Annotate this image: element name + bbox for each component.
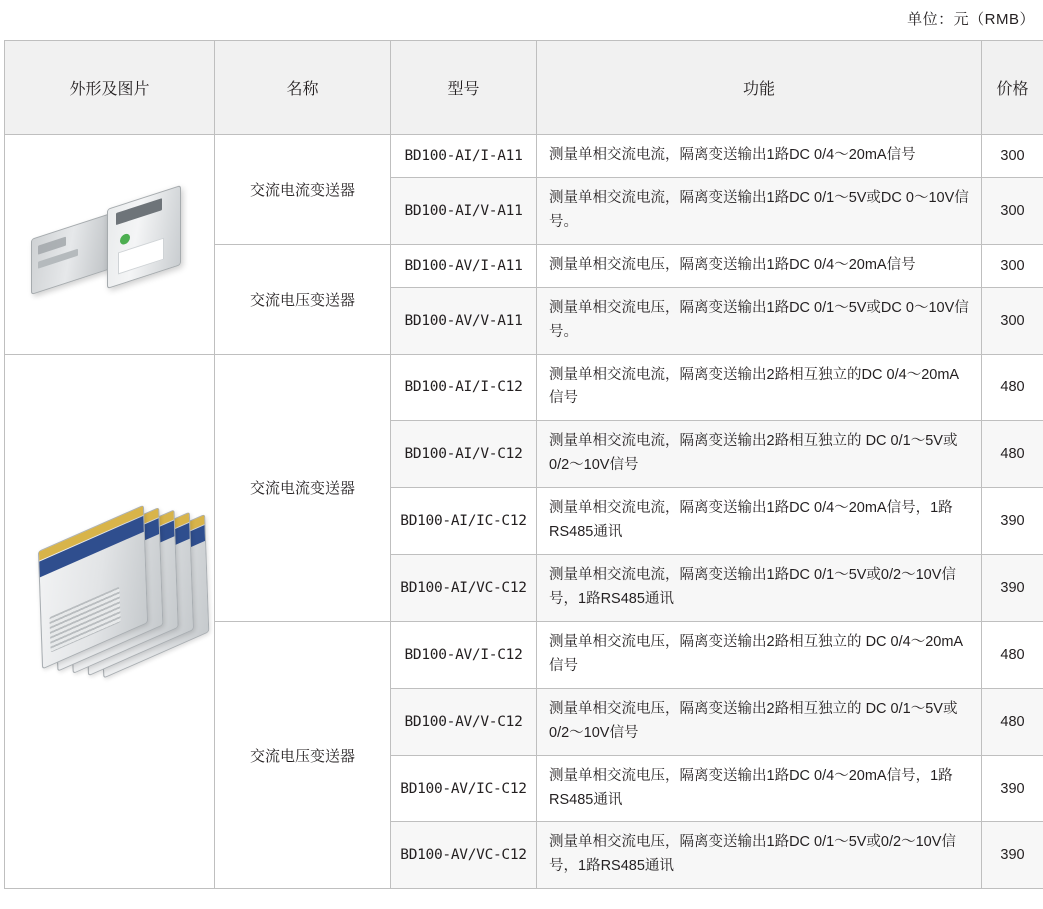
din-rail-transducer-illustration [15, 177, 205, 312]
product-spec-table [4, 40, 1043, 889]
product-price: 480 [982, 354, 1043, 421]
product-model: BD100-AI/I-A11 [391, 135, 537, 178]
product-name: 交流电压变送器 [215, 244, 391, 354]
module-small [31, 211, 117, 295]
product-model: BD100-AI/IC-C12 [391, 488, 537, 555]
product-function: 测量单相交流电压，隔离变送输出2路相互独立的 DC 0/1～5V或0/2～10V信号 [537, 688, 982, 755]
product-name: 交流电压变送器 [215, 621, 391, 888]
header-image: 外形及图片 [5, 41, 215, 135]
product-model: BD100-AI/VC-C12 [391, 555, 537, 622]
header-row [5, 41, 1043, 135]
product-model: BD100-AI/V-A11 [391, 177, 537, 244]
product-function: 测量单相交流电压，隔离变送输出1路DC 0/4～20mA信号，1路RS485通讯 [537, 755, 982, 822]
product-model: BD100-AV/V-C12 [391, 688, 537, 755]
product-function: 测量单相交流电压，隔离变送输出1路DC 0/1～5V或0/2～10V信号，1路RS485通讯 [537, 822, 982, 889]
product-price: 390 [982, 822, 1043, 889]
product-model: BD100-AV/I-C12 [391, 621, 537, 688]
product-name: 交流电流变送器 [215, 354, 391, 621]
product-model: BD100-AI/V-C12 [391, 421, 537, 488]
product-model: BD100-AV/I-A11 [391, 244, 537, 287]
product-price: 300 [982, 135, 1043, 178]
product-function: 测量单相交流电压，隔离变送输出1路DC 0/4～20mA信号 [537, 244, 982, 287]
product-price: 300 [982, 287, 1043, 354]
header-price: 价格 [982, 41, 1043, 135]
table-body [5, 135, 1043, 889]
header-model: 型号 [391, 41, 537, 135]
header-name: 名称 [215, 41, 391, 135]
product-price: 480 [982, 621, 1043, 688]
product-function: 测量单相交流电流，隔离变送输出2路相互独立的 DC 0/1～5V或0/2～10V信号 [537, 421, 982, 488]
product-function: 测量单相交流电流，隔离变送输出2路相互独立的DC 0/4～20mA信号 [537, 354, 982, 421]
product-image-stacked-transducer-photo [5, 354, 215, 889]
table-row [5, 354, 1043, 421]
product-price: 480 [982, 421, 1043, 488]
stacked-transducer-illustration [15, 506, 205, 736]
product-model: BD100-AI/I-C12 [391, 354, 537, 421]
status-led-icon [120, 232, 130, 245]
product-model: BD100-AV/IC-C12 [391, 755, 537, 822]
unit-note: 单位：元（RMB） [907, 11, 1035, 28]
product-price: 390 [982, 488, 1043, 555]
module-stack [37, 500, 161, 727]
product-price: 390 [982, 555, 1043, 622]
product-model: BD100-AV/V-A11 [391, 287, 537, 354]
header-function: 功能 [537, 41, 982, 135]
module-large [107, 185, 181, 289]
product-price: 390 [982, 755, 1043, 822]
product-function: 测量单相交流电压，隔离变送输出2路相互独立的 DC 0/4～20mA信号 [537, 621, 982, 688]
product-price: 300 [982, 177, 1043, 244]
product-function: 测量单相交流电流，隔离变送输出1路DC 0/1～5V或0/2～10V信号，1路RS485通讯 [537, 555, 982, 622]
product-function: 测量单相交流电流，隔离变送输出1路DC 0/4～20mA信号 [537, 135, 982, 178]
product-function: 测量单相交流电压，隔离变送输出1路DC 0/1～5V或DC 0～10V信号。 [537, 287, 982, 354]
product-name: 交流电流变送器 [215, 135, 391, 245]
table-header [5, 41, 1043, 135]
table-row [5, 135, 1043, 178]
product-function: 测量单相交流电流，隔离变送输出1路DC 0/1～5V或DC 0～10V信号。 [537, 177, 982, 244]
product-price: 480 [982, 688, 1043, 755]
product-function: 测量单相交流电流，隔离变送输出1路DC 0/4～20mA信号，1路RS485通讯 [537, 488, 982, 555]
terminal-strip [116, 198, 162, 225]
product-model: BD100-AV/VC-C12 [391, 822, 537, 889]
product-image-din-rail-transducer-photo [5, 135, 215, 355]
product-price: 300 [982, 244, 1043, 287]
